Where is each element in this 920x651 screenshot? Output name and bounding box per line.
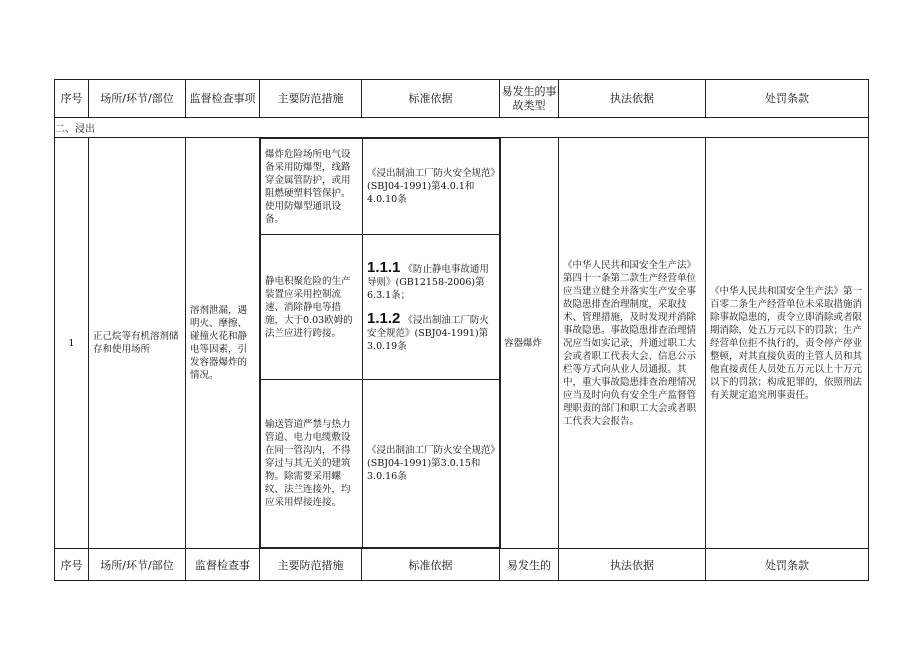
row-place: 正己烷等有机溶剂储存和使用场所 bbox=[89, 138, 186, 549]
header-place: 场所/环节/部位 bbox=[89, 80, 186, 118]
footer-seq: 序号 bbox=[55, 549, 89, 581]
footer-law: 执法依据 bbox=[559, 549, 706, 581]
footer-standard: 标准依据 bbox=[362, 549, 500, 581]
header-penalty: 处罚条款 bbox=[706, 80, 869, 118]
measure-1: 爆炸危险场所电气设备采用防爆型，线路穿金属管防护，或用阻燃硬塑料管保护。使用防爆型通讯设备。 bbox=[261, 139, 363, 235]
header-accident: 易发生的事故类型 bbox=[500, 80, 559, 118]
header-standard: 标准依据 bbox=[362, 80, 500, 118]
header-item: 监督检查事项 bbox=[186, 80, 260, 118]
header-seq: 序号 bbox=[55, 80, 89, 118]
row-accident: 容器爆炸 bbox=[500, 138, 559, 549]
inspection-table bbox=[54, 79, 869, 581]
row-item: 溶剂泄漏，遇明火、摩擦、碰撞火花和静电等因素，引发容器爆炸的情况。 bbox=[186, 138, 260, 549]
measure-2: 静电积聚危险的生产装置应采用控制流速、消除静电等措施，大于0.03欧姆的法兰应进行跨接。 bbox=[261, 235, 363, 380]
data-row bbox=[55, 138, 869, 549]
footer-penalty: 处罚条款 bbox=[706, 549, 869, 581]
footer-accident: 易发生的 bbox=[500, 549, 559, 581]
footer-measures: 主要防范措施 bbox=[260, 549, 362, 581]
row-law: 《中华人民共和国安全生产法》第四十一条第二款生产经营单位应当建立健全并落实生产安全事故隐患排查治理制度，采取技术、管理措施，及时发现并消除事故隐患。事故隐患排查治理情况应当如实记录，并通过职工大会或者职工代表大会、信息公示栏等方式向从业人员通报。其中，重大事故隐患排查治理情况应当及时向负有安全生产监督管理职责的部门和职工大会或者职工代表大会报告。 bbox=[559, 138, 706, 549]
standard-3: 《浸出制油工厂防火安全规范》(SBJ04-1991)第3.0.15和3.0.16条 bbox=[363, 380, 501, 548]
standard-1: 《浸出制油工厂防火安全规范》(SBJ04-1991)第4.0.1和4.0.10条 bbox=[363, 139, 501, 235]
standard-2b-text: 《浸出制油工厂防火安全规范》(SBJ04-1991)第3.0.19条 bbox=[367, 315, 489, 352]
row-penalty: 《中华人民共和国安全生产法》第一百零二条生产经营单位未采取措施消除事故隐患的，责令立即消除或者限期消除，处五万元以下的罚款；生产经营单位拒不执行的，责令停产停业整顿，对其直接负责的主管人员和其他直接责任人员处五万元以上十万元以下的罚款；构成犯罪的，依照刑法有关规定追究刑事责任。 bbox=[706, 138, 869, 549]
standard-2-text: 《防止静电事故通用导则》(GB12158-2006)第6.3.1条； bbox=[367, 264, 489, 301]
header-law: 执法依据 bbox=[559, 80, 706, 118]
row-seq: 1 bbox=[55, 138, 89, 549]
section-row bbox=[55, 118, 869, 138]
header-row bbox=[55, 80, 869, 118]
footer-row bbox=[55, 549, 869, 581]
standard-2b-heading-num: 1.1.2 bbox=[367, 310, 401, 327]
measures-standards-cell bbox=[260, 138, 500, 549]
standard-2 bbox=[363, 235, 501, 380]
footer-item: 监督检查事 bbox=[186, 549, 260, 581]
footer-place: 场所/环节/部位 bbox=[89, 549, 186, 581]
measures-standards-grid bbox=[260, 138, 501, 548]
section-title: 二、浸出 bbox=[55, 118, 869, 138]
header-measures: 主要防范措施 bbox=[260, 80, 362, 118]
measure-3: 输送管道严禁与热力管道、电力电缆敷设在同一管沟内，不得穿过与其无关的建筑物。除需要采用螺纹、法兰连接外，均应采用焊接连接。 bbox=[261, 380, 363, 548]
standard-2-heading-num: 1.1.1 bbox=[367, 259, 401, 276]
